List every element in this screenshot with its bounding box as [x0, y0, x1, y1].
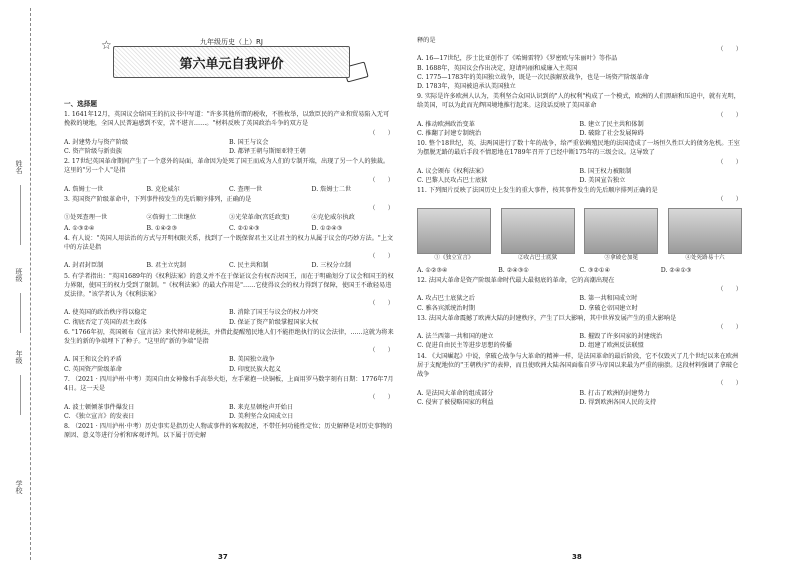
option[interactable]: D. 组建了欧洲反法联盟: [579, 342, 644, 350]
question: [64, 375, 394, 421]
option[interactable]: B. 国王权力被限制: [579, 167, 632, 175]
question: [417, 266, 742, 275]
option[interactable]: ②詹姆士二世继位: [146, 214, 196, 222]
answer-paren[interactable]: （ ）: [717, 286, 742, 294]
picture-image: [584, 208, 658, 254]
option[interactable]: C. 1775—1783年的美国独立战争，既是一次民族解放战争，也是一场资产阶级革命: [417, 73, 649, 81]
star-icon: ☆: [101, 38, 112, 52]
option-list: [417, 167, 742, 185]
option[interactable]: C. ②①④③: [229, 224, 260, 232]
answer-paren[interactable]: （ ）: [717, 196, 742, 204]
left-question-list: [64, 110, 394, 440]
option[interactable]: B. ①④②③: [146, 224, 178, 232]
option-list: [417, 389, 742, 407]
option-list: [64, 261, 394, 270]
option[interactable]: ③光荣革命(宫廷政变): [229, 214, 290, 222]
option[interactable]: C. 巴黎人民攻占巴士底狱: [417, 177, 488, 185]
option[interactable]: A. 法兰西第一共和国的建立: [417, 333, 494, 341]
option-list: [64, 355, 394, 373]
page-subtitle: 九年级历史（上）RJ: [200, 38, 263, 46]
question: [417, 276, 742, 313]
option[interactable]: C. 雅各宾派统治时期: [417, 304, 475, 312]
option[interactable]: C. 《独立宣言》的发表日: [64, 412, 135, 420]
option-list: [64, 308, 394, 326]
grade-line: [20, 375, 21, 415]
picture-row: [417, 208, 742, 263]
left-page: [64, 100, 394, 441]
picture-caption: ④处死路易十六: [685, 254, 725, 261]
question: [64, 272, 394, 327]
page-number-right: 38: [572, 553, 582, 561]
answer-paren[interactable]: （ ）: [369, 253, 394, 261]
question: [64, 157, 394, 194]
option[interactable]: D. ②④①③: [660, 266, 692, 274]
history-picture: [417, 208, 491, 263]
answer-paren[interactable]: （ ）: [369, 300, 394, 308]
right-question-list: [417, 36, 742, 205]
option[interactable]: ①处死查理一世: [64, 214, 108, 222]
option-list: [64, 213, 394, 222]
picture-image: [417, 208, 491, 254]
question: [64, 195, 394, 223]
option[interactable]: ④克伦威尔执政: [311, 214, 355, 222]
option-list: [417, 54, 742, 91]
option[interactable]: B. ②④③①: [498, 266, 529, 274]
answer-paren[interactable]: （ ）: [369, 394, 394, 402]
option[interactable]: D. 得到欧洲各国人民的支持: [579, 398, 657, 406]
answer-paren[interactable]: （ ）: [717, 111, 742, 119]
option[interactable]: C. 查理一世: [229, 185, 263, 193]
option-list: [64, 224, 394, 233]
option[interactable]: C. 推翻了封建专制统治: [417, 130, 482, 138]
option[interactable]: D. 都铎王朝与斯图亚特王朝: [229, 148, 306, 156]
option[interactable]: B. 消除了国王与议会的权力冲突: [229, 309, 318, 317]
option-list: [417, 266, 742, 275]
option[interactable]: C. ③②①④: [579, 266, 611, 274]
option[interactable]: D. 三权分立制: [311, 262, 352, 270]
answer-paren[interactable]: （ ）: [369, 205, 394, 213]
option[interactable]: D. 美利坚合众国成立日: [229, 412, 294, 420]
title-banner: [113, 38, 350, 78]
option-list: [417, 294, 742, 312]
option[interactable]: A. 攻占巴士底狱之后: [417, 295, 475, 303]
question-stem: 5. 有学者指出："英国1689年的《权利法案》的意义并不在于保证议会有权否决国王，而在于明确划分了议会和国王的权力界限，使国王的权力受到了限制。"《权利法案》的最大作用是"……它使得议会的权力得到了保障，使国王不敢轻易违反法律。"该学者认为《权利法案》: [64, 272, 394, 299]
name-label: 姓名: [15, 160, 23, 174]
option[interactable]: A. 使英国的政治秩序得以稳定: [64, 309, 147, 317]
option[interactable]: B. 君主立宪制: [146, 262, 186, 270]
question-stem: 10. 整个18世纪，英、法两国进行了数十年的战争，给严重依赖殖民地的法国造成了一场恒久性巨大的债务危机。王室为摆脱无路的最后手段不情愿地在1789年召开了已经中断175年的三级会议。这导致了: [417, 140, 740, 157]
question: [417, 314, 742, 351]
option[interactable]: B. 克伦威尔: [146, 185, 180, 193]
class-line: [20, 293, 21, 333]
question: [64, 224, 394, 233]
option[interactable]: A. 詹姆士一世: [64, 185, 104, 193]
option[interactable]: D. 詹姆士二世: [311, 185, 352, 193]
picture-caption: ②攻占巴士底狱: [518, 254, 558, 261]
option-list: [417, 332, 742, 350]
option[interactable]: A. 封君封臣制: [64, 262, 104, 270]
question-stem: 12. 法国大革命是资产阶级革命时代最大最彻底的革命，它的高潮出现在: [417, 277, 615, 285]
question: [64, 110, 394, 156]
option-list: [64, 138, 394, 156]
school-label: 学校: [15, 480, 23, 494]
question-stem: 14. 《大国崛起》中说，拿破仑战争与大革命的精神一样，是法国革命的最后阶段，它不仅毁灭了几个世纪以来在欧洲居于支配地位的"王朝秩序"的表伸，而且使欧洲大陆各国面临自罗马帝国以来最为严重的崩溃。这段材料强调了拿破仑战争: [417, 352, 739, 379]
option[interactable]: C. 侵害了被侵略国家的利益: [417, 398, 494, 406]
class-label: 班级: [15, 268, 23, 282]
question: [64, 234, 394, 271]
option[interactable]: D. 破除了社会发展障碍: [579, 130, 644, 138]
question: [417, 186, 742, 204]
right-question-list-2: [417, 266, 742, 407]
answer-paren[interactable]: （ ）: [369, 347, 394, 355]
option[interactable]: D. 保证了资产阶级掌握国家大权: [229, 318, 319, 326]
grade-label: 年级: [15, 350, 23, 364]
option-list: [64, 185, 394, 194]
answer-paren[interactable]: （ ）: [717, 380, 742, 388]
option[interactable]: A. 推动欧洲政治变革: [417, 120, 475, 128]
question-stem: 3. 英国资产阶级革命中，下列事件按发生的先后顺序排列，正确的是: [64, 196, 252, 204]
page-title: 第六单元自我评价: [179, 57, 284, 72]
option[interactable]: D. 拿破仑帝国建立时: [579, 304, 638, 312]
option[interactable]: B. 第一共和国成立时: [579, 295, 638, 303]
question-stem: 4. 有人说："英国人用法治的方式与开明权限关系，找到了一个既保留君主又让君主的权力从属于议会的巧妙方法。"上文中的方法是指: [64, 234, 394, 252]
picture-image: [668, 208, 742, 254]
picture-caption: ③拿破仑加冕: [604, 254, 639, 261]
name-line: [20, 185, 21, 245]
binding-strip: [0, 0, 58, 568]
question: [417, 92, 742, 138]
question-stem: 11. 下列图片反映了法国历史上发生的重大事件，按其事件发生的先后顺序排列正确的是: [417, 187, 658, 195]
option-list: [64, 403, 394, 421]
page-number-left: 37: [218, 553, 228, 561]
question: [64, 422, 394, 440]
question-stem: 8. （2021 · 四川泸州·中考）历史事实是指历史人物或事件的客观叙述，不带任何功能性定位；历史解释是对历史事物的原因、意义等进行分析和客观评判。以下属于历史解: [64, 422, 393, 440]
history-picture: [501, 208, 575, 263]
history-picture: [584, 208, 658, 263]
question: [417, 36, 742, 91]
unit-header: [95, 34, 360, 84]
question-stem: 6. "1766年初，英国颁布《宣言法》来代替印花税法，并借此提醒殖民地人们不能拒绝执行的议会法律，……这就为将来发生的新的争端埋下了种子。"这里的"新的争端"是指: [64, 328, 394, 346]
answer-paren[interactable]: （ ）: [717, 324, 742, 332]
option[interactable]: D. 印度民族大起义: [229, 365, 281, 373]
option[interactable]: C. 资产阶级与新贵族: [64, 148, 122, 156]
option[interactable]: C. 彻底否定了英国的君主政体: [64, 318, 147, 326]
answer-paren[interactable]: （ ）: [369, 176, 394, 184]
option[interactable]: D. 1783年，英国被迫承认美国独立: [417, 83, 516, 91]
question: [417, 352, 742, 407]
cut-line: [30, 8, 31, 560]
answer-paren[interactable]: （ ）: [369, 129, 394, 137]
option[interactable]: A. 是法国大革命的组成部分: [417, 389, 494, 397]
answer-paren[interactable]: （ ）: [717, 158, 742, 166]
question-stem: 释的是: [417, 37, 436, 44]
question-stem: 2. 17世纪英国革命期间产生了一个意外的局面，革命因为处死了国王而成为人们的专制开端，出现了另一个人的独裁。这里的"另一个人"是指: [64, 158, 390, 175]
picture-caption: ①《独立宣言》: [434, 254, 474, 261]
question: [417, 139, 742, 185]
right-page: [417, 36, 742, 408]
option[interactable]: B. 打击了欧洲的封建势力: [579, 389, 650, 397]
option[interactable]: A. 16—17世纪，莎士比亚创作了《哈姆雷特》《罗密欧与朱丽叶》等作品: [417, 55, 618, 63]
question-stem: 1. 1641年12月，英国议会给国王的抗议书中写道："许多其他所谓的税收，不胜枚举，以致臣民的产业和贸易陷入无可挽救的境地，全国人民普遍感到不安，苦不堪言……。"材料反映了英国政治斗争的双方是: [64, 111, 390, 128]
option[interactable]: B. 来克星顿枪声开始日: [229, 403, 294, 411]
option[interactable]: A. 国王和议会的矛盾: [64, 356, 122, 364]
option[interactable]: A. ①③②④: [64, 224, 95, 232]
option[interactable]: A. 议会颁布《权利法案》: [417, 167, 488, 175]
question-stem: 9. 实际是许多欧洲人认为，美利坚合众国认识到的"人的权利"构成了一个模式，欧洲的人们黑暗和压迫中，就有光明，给美国，可以为此而光辉国境地推行起来。这段话反映了美国革命: [417, 93, 740, 110]
section-heading: 一、选择题: [64, 100, 97, 108]
option[interactable]: A. 波士顿倾茶事件爆发日: [64, 403, 135, 411]
option[interactable]: B. 美国独立战争: [229, 356, 275, 364]
option[interactable]: D. ①②④③: [311, 224, 343, 232]
option[interactable]: C. 民主共和制: [229, 262, 269, 270]
picture-image: [501, 208, 575, 254]
option[interactable]: B. 建立了民主共和体制: [579, 120, 644, 128]
option[interactable]: B. 国王与议会: [229, 138, 269, 146]
option[interactable]: C. 促进自由民主等进步思想的传播: [417, 342, 513, 350]
option[interactable]: A. 封建势力与资产阶级: [64, 138, 129, 146]
answer-paren[interactable]: （ ）: [717, 46, 742, 54]
option[interactable]: D. 美国宣告独立: [579, 177, 626, 185]
option[interactable]: C. 英国资产阶级革命: [64, 365, 122, 373]
history-picture: [668, 208, 742, 263]
option[interactable]: A. ①②③④: [417, 266, 448, 274]
question-stem: 13. 法国大革命震撼了欧洲大陆的封建秩序，产生了巨大影响，其中世界发展产生的重大影响是: [417, 314, 677, 322]
option[interactable]: B. 1688年，英国议会作出决定，迎请玛丽和威廉入主英国: [417, 64, 578, 72]
question: [64, 328, 394, 374]
question-stem: 7. （2021 · 四川泸州·中考）美国自由女神像右手高举火炬，左手紧抱一块铜板，上面用罗马数字刻有日期：1776年7月4日。这一天是: [64, 375, 394, 393]
option[interactable]: B. 摧毁了许多国家的封建统治: [579, 333, 663, 341]
option-list: [417, 120, 742, 138]
